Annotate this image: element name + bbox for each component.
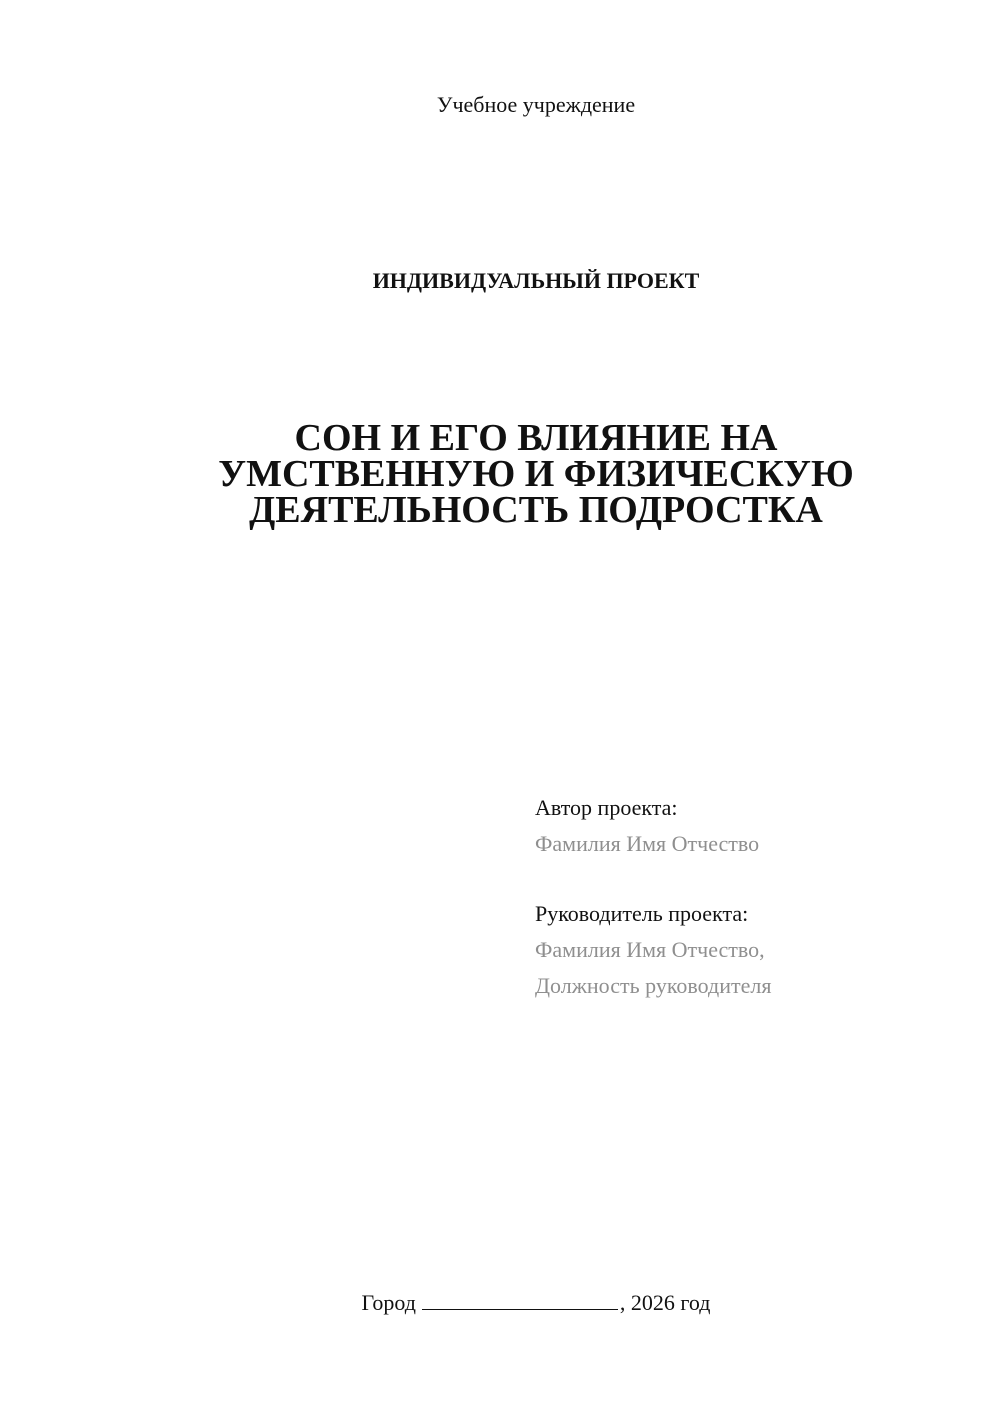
institution-name: Учебное учреждение <box>436 92 636 117</box>
project-title <box>0 417 1000 531</box>
supervisor-name: Фамилия Имя Отчество, <box>535 937 765 962</box>
author-name: Фамилия Имя Отчество <box>535 831 760 856</box>
supervisor-position: Должность руководителя <box>535 973 772 998</box>
project-title-line: ДЕЯТЕЛЬНОСТЬ ПОДРОСТКА <box>249 489 823 531</box>
year-text: , 2026 год <box>619 1290 711 1315</box>
project-type-heading: ИНДИВИДУАЛЬНЫЙ ПРОЕКТ <box>372 268 700 293</box>
supervisor-label: Руководитель проекта: <box>535 901 749 926</box>
city-blank-line <box>422 1291 618 1310</box>
footer-city-year <box>0 1290 1000 1316</box>
project-people <box>535 790 771 1004</box>
project-title-line: СОН И ЕГО ВЛИЯНИЕ НА <box>294 417 778 459</box>
author-label: Автор проекта: <box>535 795 678 820</box>
project-title-line: УМСТВЕННУЮ И ФИЗИЧЕСКУЮ <box>218 453 854 495</box>
city-label: Город <box>361 1290 416 1315</box>
